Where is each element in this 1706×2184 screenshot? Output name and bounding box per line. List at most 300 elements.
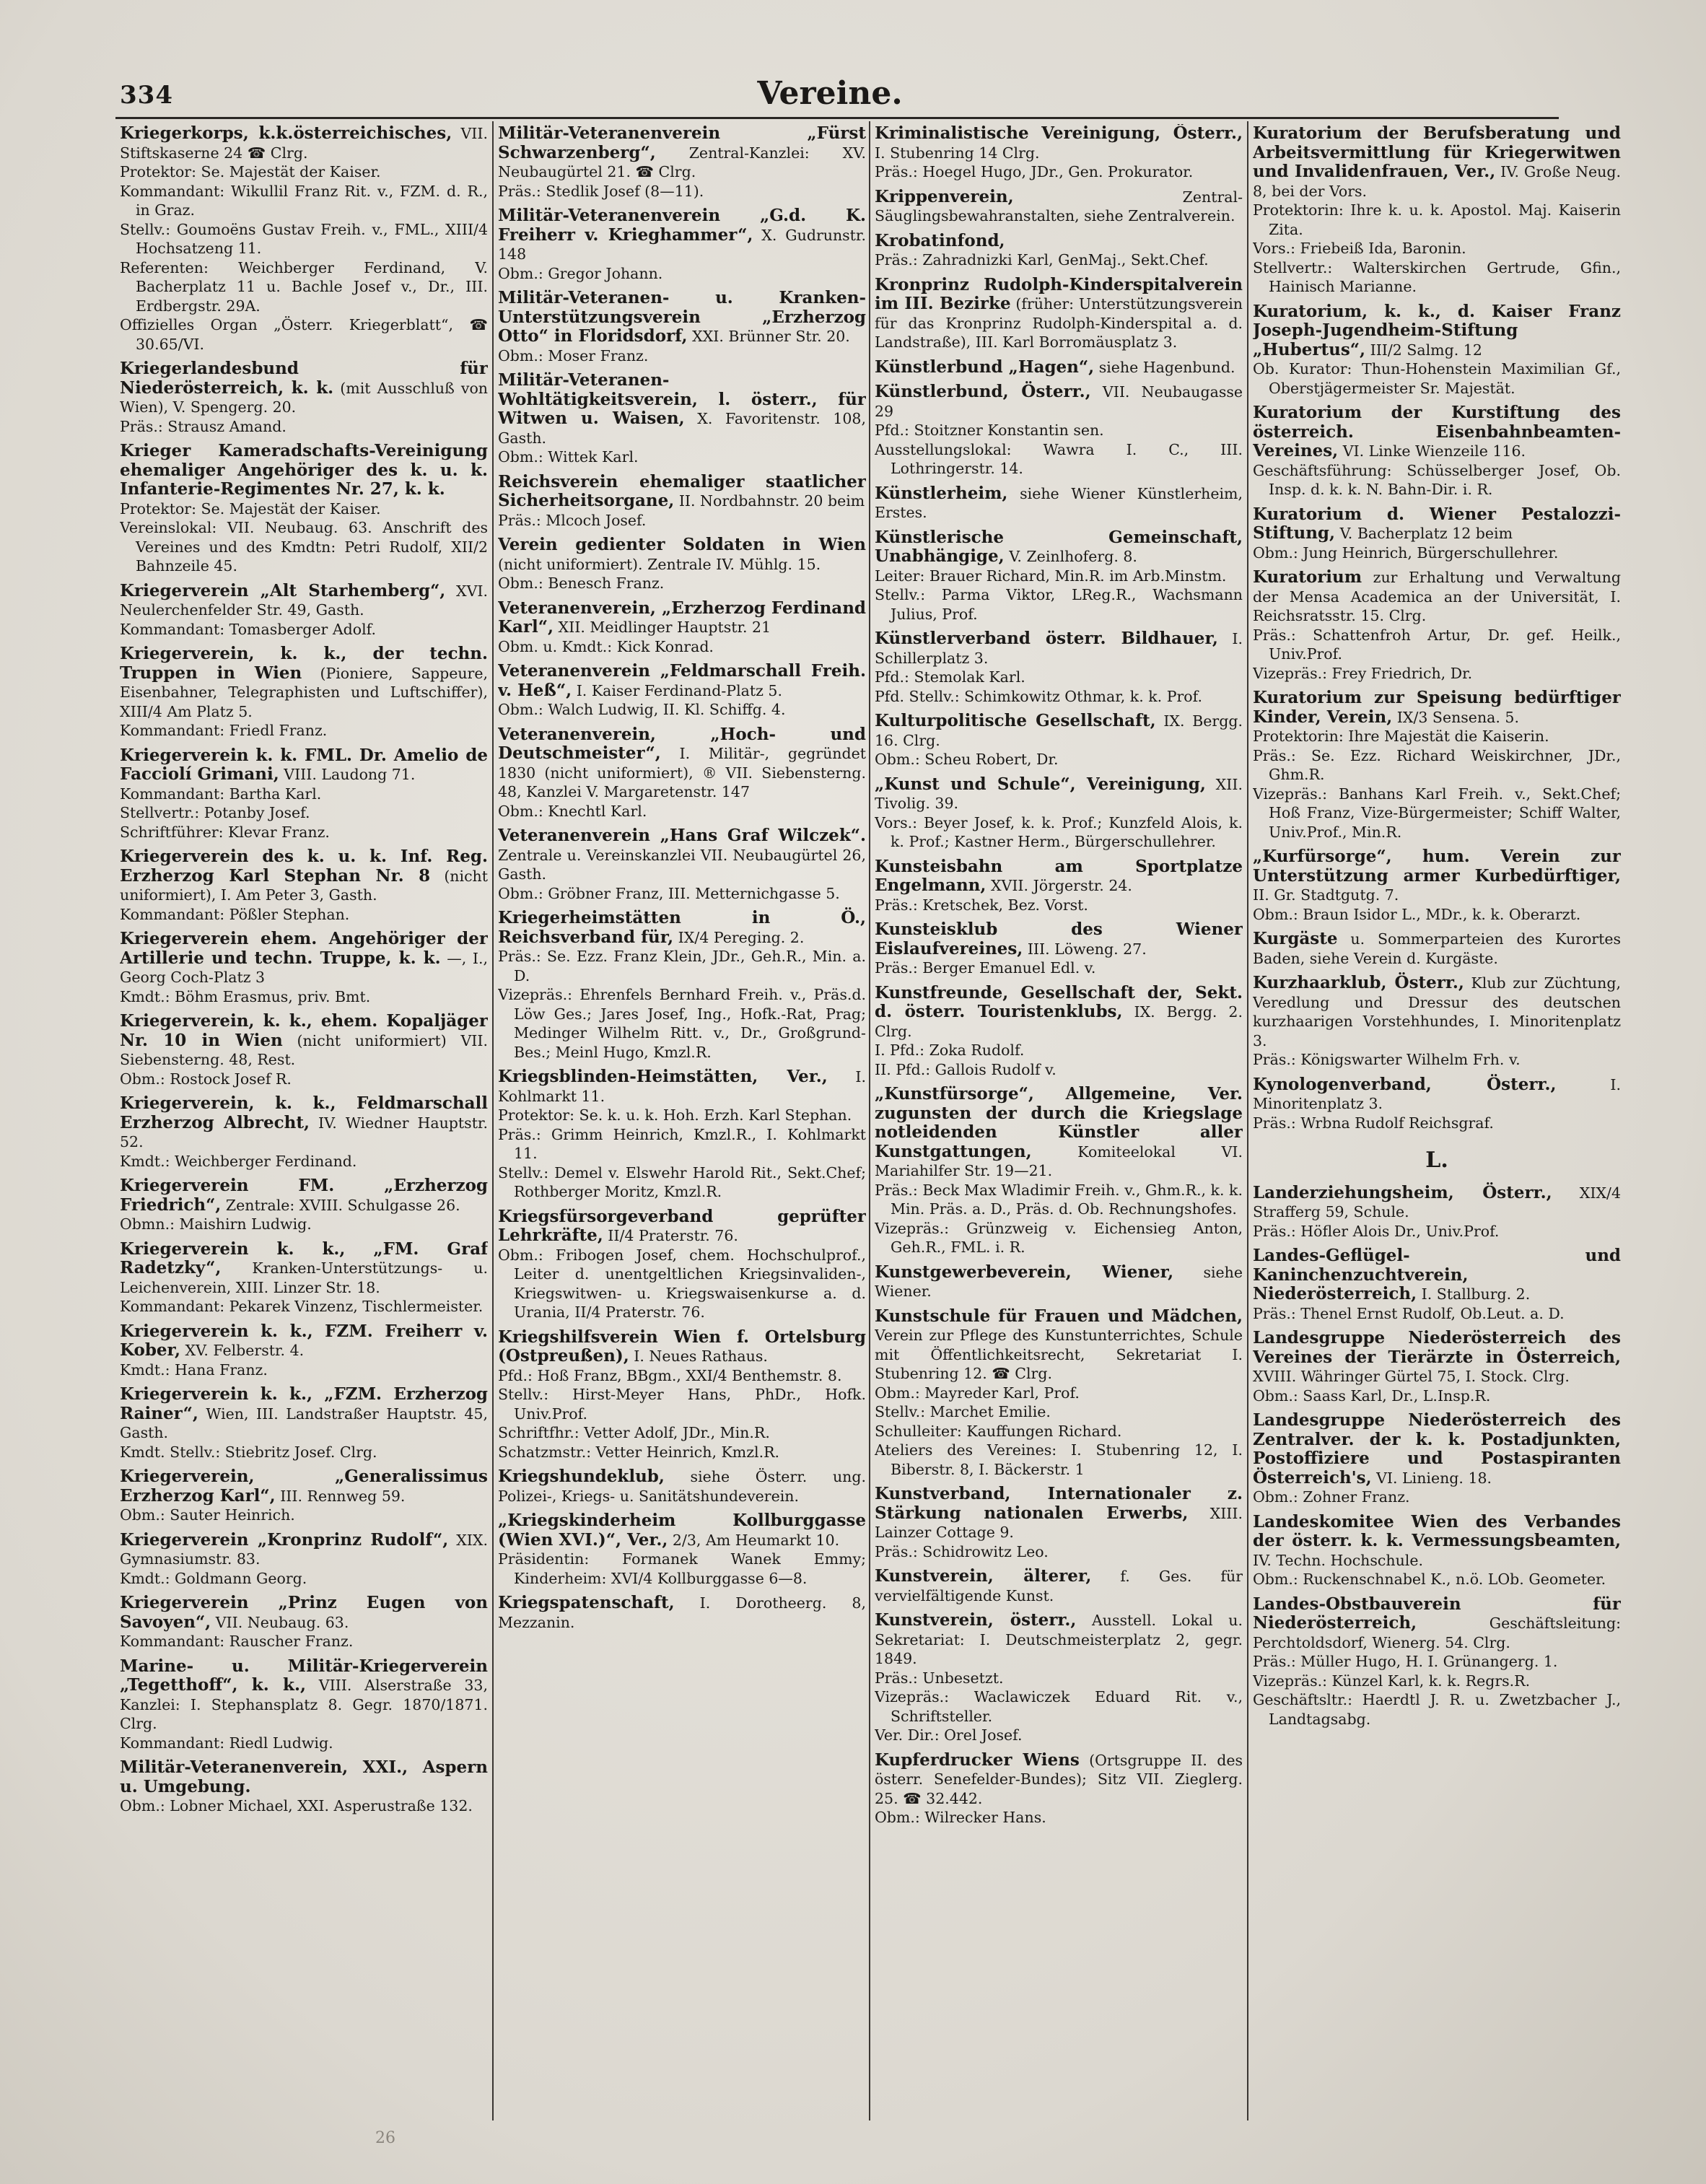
entry-name: Kriegerverein „Alt Starhemberg“, <box>120 580 446 600</box>
entry-name: Kriegerverein k. k., „FZM. Erzherzog Rainer“, <box>120 1384 488 1423</box>
directory-entry <box>1253 302 1621 398</box>
entry-name: Kriegshundeklub, <box>498 1467 665 1486</box>
entry-detail: Stellv.: Hirst-Meyer Hans, PhDr., Hofk. Univ.Prof. <box>498 1386 866 1423</box>
entry-name: Kuratorium <box>1253 567 1362 587</box>
entry-address: II. Nordbahnstr. 20 beim <box>678 492 865 510</box>
entry-name: Kuratorium d. Wiener Pestalozzi-Stiftung, <box>1253 504 1621 543</box>
directory-entry <box>875 1263 1243 1301</box>
entry-detail: Präs.: Grimm Heinrich, Kmzl.R., I. Kohlmarkt 11. <box>498 1125 866 1162</box>
entry-name: Kriegsfürsorgeverband geprüfter Lehrkräfte, <box>498 1206 866 1245</box>
entry-address: Wien, III. Landstraßer Hauptstr. 45, Gasth. <box>120 1405 488 1441</box>
entry-address: IV. Große Neug. 8, bei der Vors. <box>1253 163 1621 200</box>
entry-detail: Kommandant: Pekarek Vinzenz, Tischlermeister. <box>120 1298 484 1315</box>
entry-address: I. Dorotheerg. 8, Mezzanin. <box>498 1594 866 1631</box>
entry-address: X. Favoritenstr. 108, Gasth. <box>498 410 866 447</box>
entry-detail: Obm.: Moser Franz. <box>498 346 649 364</box>
directory-entry <box>498 536 866 593</box>
entry-detail: Obm. u. Kmdt.: Kick Konrad. <box>498 637 714 655</box>
column-divider <box>1247 121 1248 2120</box>
entry-address: IV. Techn. Hochschule. <box>1253 1551 1424 1569</box>
entry-detail: Obm.: Saass Karl, Dr., L.Insp.R. <box>1253 1386 1491 1405</box>
entry-detail: Kommandant: Pößler Stephan. <box>120 905 350 923</box>
entry-name: Kunstverein, österr., <box>875 1610 1077 1630</box>
entry-detail: Obm.: Zohner Franz. <box>1253 1488 1410 1506</box>
entry-name: Kupferdrucker Wiens <box>875 1750 1080 1770</box>
entry-address: f. Ges. für vervielfältigende Kunst. <box>875 1568 1243 1604</box>
entry-detail: Vizepräs.: Frey Friedrich, Dr. <box>1253 664 1473 682</box>
entry-detail: Protektorin: Ihre Majestät die Kaiserin. <box>1253 728 1549 745</box>
directory-entry <box>1253 124 1621 297</box>
entry-detail: Präs.: Wrbna Rudolf Reichsgraf. <box>1253 1114 1494 1132</box>
entry-name: Kriegerverein „Prinz Eugen von Savoyen“, <box>120 1593 488 1632</box>
entry-name: Kunstschule für Frauen und Mädchen, <box>875 1306 1243 1326</box>
entry-name: Veteranenverein „Feldmarschall Freih. v. Heß“, <box>498 661 866 700</box>
entry-address: X. Gudrunstr. 148 <box>498 226 866 263</box>
entry-detail: Obm.: Fribogen Josef, chem. Hochschulprof., Leiter d. unentgeltlichen Kriegsinvaliden-, Kriegswitwen- u. Kriegswaisenkurse a. d. Urania, II/4 Praterstr. 76. <box>498 1246 866 1321</box>
entry-name: „Kriegskinderheim Kollburggasse (Wien XVI.)“, Ver., <box>498 1511 866 1550</box>
entry-detail: Schatzmstr.: Vetter Heinrich, Kmzl.R. <box>498 1443 780 1461</box>
entry-name: Kunsteisklub des Wiener Eislaufvereines, <box>875 920 1243 958</box>
directory-entry <box>120 1385 488 1462</box>
entry-address: I. Kohlmarkt 11. <box>498 1068 866 1105</box>
directory-entry <box>498 124 866 201</box>
entry-name: Kuratorium der Berufsberatung und Arbeitsvermittlung für Kriegerwitwen und Invalidenfrauen, Ver., <box>1253 124 1621 181</box>
entry-detail: Ob. Kurator: Thun-Hohenstein Maximilian Gf., Oberstjägermeister Sr. Majestät. <box>1253 360 1621 397</box>
entry-address: XV. Felberstr. 4. <box>185 1342 305 1359</box>
entry-address: III. Löweng. 27. <box>1027 940 1147 958</box>
column-3 <box>875 124 1243 2131</box>
directory-entry <box>1253 1595 1621 1729</box>
entry-address: siehe Wiener. <box>875 1263 1243 1300</box>
directory-entry <box>875 920 1243 978</box>
entry-detail: Stellv.: Parma Viktor, LReg.R., Wachsmann Julius, Prof. <box>875 586 1243 623</box>
entry-name: Krippenverein, <box>875 186 1014 206</box>
entry-name: Krobatinfond, <box>875 230 1005 250</box>
entry-name: Militär-Veteranen- u. Kranken-Unterstützungsverein „Erzherzog Otto“ in Floridsdorf, <box>498 288 866 346</box>
entry-name: Kriegerverein k. k., „FM. Graf Radetzky“, <box>120 1239 488 1277</box>
entry-detail: Obm.: Rostock Josef R. <box>120 1070 292 1088</box>
entry-detail: Vizepräs.: Ehrenfels Bernhard Freih. v., Präs.d. Löw Ges.; Jares Josef, Ing., Hofk.-Rat, Prag; Medinger Wilhelm Ritt. v., Dr., Großgrund-Bes.; Meinl Hugo, Kmzl.R. <box>498 986 866 1061</box>
directory-entry <box>875 383 1243 479</box>
directory-entry <box>498 1594 866 1632</box>
entry-detail: Präs.: Unbesetzt. <box>875 1669 1004 1687</box>
entry-address: siehe Hagenbund. <box>1098 358 1235 376</box>
entry-address: II. Gr. Stadtgutg. 7. <box>1253 886 1399 904</box>
entry-detail: Vizepräs.: Künzel Karl, k. k. Regrs.R. <box>1253 1672 1531 1690</box>
directory-entry <box>875 528 1243 624</box>
entry-detail: Pfd.: Stemolak Karl. <box>875 668 1025 686</box>
directory-entry <box>875 276 1243 352</box>
entry-detail: Obm.: Sauter Heinrich. <box>120 1506 295 1524</box>
entry-address: VI. Linke Wienzeile 116. <box>1342 442 1526 460</box>
entry-detail: Obm.: Jung Heinrich, Bürgerschullehrer. <box>1253 543 1559 562</box>
entry-name: Kriegerverein, „Generalissimus Erzherzog Karl“, <box>120 1467 488 1506</box>
entry-name: Kulturpolitische Gesellschaft, <box>875 711 1156 730</box>
entry-address: (nicht uniformiert), I. Am Peter 3, Gasth. <box>120 867 488 904</box>
entry-detail: Kmdt.: Böhm Erasmus, priv. Bmt. <box>120 987 371 1005</box>
entry-detail: I. Pfd.: Zoka Rudolf. <box>875 1041 1025 1059</box>
directory-entry <box>1253 1184 1621 1241</box>
entry-detail: Stellvertr.: Potanby Josef. <box>120 804 310 821</box>
entry-detail: Obm.: Wittek Karl. <box>498 448 639 466</box>
entry-address: III/2 Salmg. 12 <box>1370 341 1482 359</box>
directory-entry <box>120 1657 488 1753</box>
entry-detail: Pfd.: Hoß Franz, BBgm., XXI/4 Benthemstr. 8. <box>498 1366 842 1384</box>
entry-name: Verein gedienter Soldaten in Wien <box>498 535 866 554</box>
entry-address: IV. Wiedner Hauptstr. 52. <box>120 1114 488 1150</box>
entry-detail: Präs.: Beck Max Wladimir Freih. v., Ghm.R., k. k. Min. Präs. a. D., Präs. d. Ob. Rechnungshofes. <box>875 1181 1243 1218</box>
entry-detail: Obm.: Braun Isidor L., MDr., k. k. Oberarzt. <box>1253 905 1581 923</box>
directory-entry <box>120 645 488 741</box>
entry-name: Kuratorium zur Speisung bedürftiger Kinder, Verein, <box>1253 688 1621 727</box>
entry-address: u. Sommerparteien des Kurortes Baden, siehe Verein d. Kurgäste. <box>1253 930 1621 967</box>
entry-detail: Pfd. Stellv.: Schimkowitz Othmar, k. k. Prof. <box>875 687 1203 705</box>
entry-name: Kriegerverein k. k., FZM. Freiherr v. Kober, <box>120 1321 488 1360</box>
entry-name: Kunstfreunde, Gesellschaft der, Sekt. d. österr. Touristenklubs, <box>875 982 1243 1021</box>
entry-name: Kurzhaarklub, Österr., <box>1253 973 1464 992</box>
entry-detail: Protektor: Se. k. u. k. Hoh. Erzh. Karl Stephan. <box>498 1106 852 1124</box>
entry-address: (mit Ausschluß von Wien), V. Spengerg. 20. <box>120 379 488 416</box>
entry-name: Kynologenverband, Österr., <box>1253 1074 1557 1094</box>
entry-address: XXI. Brünner Str. 20. <box>692 328 850 345</box>
directory-entry <box>1253 1246 1621 1323</box>
entry-address: XIII. Lainzer Cottage 9. <box>875 1504 1243 1541</box>
entry-detail: Vizepräs.: Waclawiczek Eduard Rit. v., Schriftsteller. <box>875 1688 1243 1725</box>
directory-entry <box>1253 1411 1621 1507</box>
entry-detail: Präs.: Se. Ezz. Richard Weiskirchner, JDr., Ghm.R. <box>1253 746 1621 783</box>
entry-name: Kriegerverein k. k. FML. Dr. Amelio de Facciolí Grimani, <box>120 745 488 784</box>
column-1 <box>120 124 488 2131</box>
entry-address: siehe Wiener Künstlerheim, Erstes. <box>875 484 1243 521</box>
directory-entry <box>875 358 1243 377</box>
directory-entry <box>120 1467 488 1525</box>
column-divider <box>492 121 494 2120</box>
entry-detail: Protektorin: Ihre k. u. k. Apostol. Maj. Kaiserin Zita. <box>1253 201 1621 238</box>
entry-name: Kriegerverein ehem. Angehöriger der Artillerie und techn. Truppe, k. k. <box>120 929 488 968</box>
directory-entry <box>1253 505 1621 563</box>
entry-detail: Obm.: Scheu Robert, Dr. <box>875 751 1059 768</box>
entry-name: Kriegsblinden-Heimstätten, Ver., <box>498 1067 828 1086</box>
entry-address: I. Minoritenplatz 3. <box>1253 1075 1621 1112</box>
entry-name: Veteranenverein, „Erzherzog Ferdinand Karl“, <box>498 598 866 637</box>
directory-entry <box>875 1307 1243 1480</box>
entry-address: IX/4 Pereging. 2. <box>678 928 805 946</box>
directory-entry <box>120 1176 488 1234</box>
directory-entry <box>875 1485 1243 1561</box>
entry-address: Zentral-Säuglingsbewahranstalten, siehe Zentralverein. <box>875 188 1243 224</box>
directory-entry <box>120 930 488 1006</box>
entry-name: Kunstverband, Internationaler z. Stärkung nationalen Erwerbs, <box>875 1484 1243 1523</box>
entry-detail: Obm.: Knechtl Karl. <box>498 802 647 820</box>
entry-name: Kriegerverein, k. k., der techn. Truppen in Wien <box>120 644 488 683</box>
directory-entry <box>120 442 488 576</box>
entry-address: zur Erhaltung und Verwaltung der Mensa Academica an der Universität, I. Reichsratsstr. 15. Clrg. <box>1253 569 1621 624</box>
entry-address: IX. Bergg. 2. Clrg. <box>875 1003 1243 1040</box>
directory-entry <box>120 1322 488 1380</box>
entry-detail: Stellv.: Demel v. Elswehr Harold Rit., Sekt.Chef; Rothberger Moritz, Kmzl.R. <box>498 1163 866 1200</box>
column-divider <box>869 121 870 2120</box>
entry-detail: Präs.: Mlcoch Josef. <box>498 511 647 529</box>
entry-address: I. Stallburg. 2. <box>1421 1285 1531 1303</box>
entry-address: XVII. Jörgerstr. 24. <box>990 877 1132 894</box>
entry-name: Landesgruppe Niederösterreich des Vereines der Tierärzte in Österreich, <box>1253 1328 1621 1367</box>
entry-detail: Protektor: Se. Majestät der Kaiser. <box>120 163 381 180</box>
directory-entry <box>120 1012 488 1088</box>
directory-entry <box>120 847 488 924</box>
directory-entry <box>498 826 866 903</box>
entry-detail: Kommandant: Rauscher Franz. <box>120 1633 354 1650</box>
entry-address: Kranken-Unterstützungs- u. Leichenverein, XIII. Linzer Str. 18. <box>120 1259 488 1296</box>
directory-entry <box>498 1067 866 1202</box>
directory-entry <box>120 746 488 842</box>
entry-name: Marine- u. Militär-Kriegerverein „Tegetthoff“, k. k., <box>120 1656 488 1695</box>
directory-entry <box>1253 689 1621 842</box>
entry-detail: Pfd.: Stoitzner Konstantin sen. <box>875 421 1104 439</box>
entry-detail: Obmn.: Maishirn Ludwig. <box>120 1215 312 1233</box>
entry-address: I. Militär-, gegründet 1830 (nicht uniformiert), ® VII. Siebensterng. 48, Kanzlei V. Margaretenstr. 147 <box>498 745 866 800</box>
entry-detail: Geschäftsführung: Schüsselberger Josef, Ob. Insp. d. k. k. N. Bahn-Dir. i. R. <box>1253 461 1621 498</box>
entry-address: VII. Neubaugasse 29 <box>875 383 1243 420</box>
directory-entry <box>1253 847 1621 924</box>
directory-entry <box>498 662 866 720</box>
directory-entry <box>120 1531 488 1589</box>
directory-entry <box>875 1567 1243 1605</box>
entry-address: VI. Linieng. 18. <box>1376 1469 1492 1487</box>
entry-name: „Kurfürsorge“, hum. Verein zur Unterstützung armer Kurbedürftiger, <box>1253 847 1621 886</box>
entry-address: (Ortsgruppe II. des österr. Senefelder-Bundes); Sitz VII. Zieglerg. 25. ☎ 32.442. <box>875 1751 1243 1807</box>
directory-entry <box>875 857 1243 915</box>
entry-name: Kriegerverein, k. k., ehem. Kopaljäger Nr. 10 in Wien <box>120 1011 488 1050</box>
directory-entry <box>875 984 1243 1080</box>
entry-name: Militär-Veteranen-Wohltätigkeitsverein, l. österr., für Witwen u. Waisen, <box>498 370 866 428</box>
entry-address: IX/3 Sensena. 5. <box>1396 708 1519 726</box>
directory-entry <box>120 359 488 436</box>
entry-detail: II. Pfd.: Gallois Rudolf v. <box>875 1060 1057 1078</box>
directory-entry <box>1253 403 1621 499</box>
directory-entry <box>498 1511 866 1588</box>
entry-name: Kriegerkorps, k.k.österreichisches, <box>120 124 452 143</box>
directory-entry <box>875 1611 1243 1745</box>
entry-detail: Obm.: Gregor Johann. <box>498 264 663 282</box>
entry-detail: Präs.: Schidrowitz Leo. <box>875 1542 1049 1560</box>
directory-entry <box>875 124 1243 182</box>
entry-name: Militär-Veteranenverein, XXI., Aspern u. Umgebung. <box>120 1757 488 1796</box>
entry-name: Reichsverein ehemaliger staatlicher Sicherheitsorgane, <box>498 471 866 510</box>
entry-detail: Kmdt.: Hana Franz. <box>120 1360 268 1379</box>
entry-detail: Schriftfhr.: Vetter Adolf, JDr., Min.R. <box>498 1424 770 1441</box>
entry-detail: Kommandant: Riedl Ludwig. <box>120 1734 333 1752</box>
entry-detail: Präs.: Strausz Amand. <box>120 417 286 435</box>
entry-detail: Vizepräs.: Grünzweig v. Eichensieg Anton, Geh.R., FML. i. R. <box>875 1219 1243 1256</box>
entry-name: Landes-Geflügel- und Kaninchenzuchtverein, Niederösterreich, <box>1253 1246 1621 1303</box>
entry-address: Zentral-Kanzlei: XV. Neubaugürtel 21. ☎ Clrg. <box>498 144 866 180</box>
entry-detail: Präs.: Schattenfroh Artur, Dr. gef. Heilk., Univ.Prof. <box>1253 626 1621 663</box>
entry-name: Künstlerheim, <box>875 483 1008 503</box>
entry-address: Klub zur Züchtung, Veredlung und Dressur des deutschen kurzhaarigen Vorstehhundes, I. Minoritenplatz 3. <box>1253 974 1621 1049</box>
directory-entry <box>875 775 1243 852</box>
directory-entry <box>498 371 866 467</box>
directory-entry <box>120 1594 488 1651</box>
entry-detail: Präs.: Zahradnizki Karl, GenMaj., Sekt.Chef. <box>875 251 1209 268</box>
entry-detail: Präsidentin: Formanek Wanek Emmy; Kinderheim: XVI/4 Kollburggasse 6—8. <box>498 1550 866 1587</box>
entry-address: 2/3, Am Heumarkt 10. <box>672 1531 840 1549</box>
directory-entry <box>120 582 488 639</box>
entry-name: Künstlerbund „Hagen“, <box>875 357 1095 377</box>
directory-entry <box>498 289 866 365</box>
entry-name: Kurgäste <box>1253 929 1338 948</box>
entry-detail: Leiter: Brauer Richard, Min.R. im Arb.Minstm. <box>875 567 1227 585</box>
directory-entry <box>120 1240 488 1316</box>
entry-detail: Vizepräs.: Banhans Karl Freih. v., Sekt.Chef; Hoß Franz, Vize-Bürgermeister; Schiff Walter, Univ.Prof., Min.R. <box>1253 785 1621 841</box>
entry-address: XII. Meidlinger Hauptstr. 21 <box>558 619 771 636</box>
directory-entry <box>498 1328 866 1462</box>
entry-address: VIII. Laudong 71. <box>284 766 416 783</box>
entry-name: Kriegerverein „Kronprinz Rudolf“, <box>120 1529 449 1550</box>
directory-entry <box>498 1467 866 1506</box>
entry-detail: Präs.: Kretschek, Bez. Vorst. <box>875 896 1088 914</box>
entry-name: Kriegerverein FM. „Erzherzog Friedrich“, <box>120 1176 488 1215</box>
entry-address: Zentrale u. Vereinskanzlei VII. Neubaugürtel 26, Gasth. <box>498 846 866 883</box>
entry-address: XII. Tivolig. 39. <box>875 775 1243 812</box>
footer-mark: 26 <box>375 2129 395 2147</box>
entry-name: Kuratorium der Kurstiftung des österreich. Eisenbahnbeamten-Vereines, <box>1253 403 1621 460</box>
entry-address: I. Kaiser Ferdinand-Platz 5. <box>576 681 782 699</box>
directory-entry <box>498 1207 866 1322</box>
directory-entry <box>120 1758 488 1816</box>
entry-detail: Stellv.: Marchet Emilie. <box>875 1403 1051 1420</box>
entry-address: V. Zeinlhoferg. 8. <box>1009 548 1137 565</box>
directory-entry <box>875 629 1243 706</box>
entry-name: „Kunst und Schule“, Vereinigung, <box>875 774 1206 794</box>
entry-detail: Obm.: Ruckenschnabel K., n.ö. LOb. Geometer. <box>1253 1571 1606 1588</box>
directory-entry <box>875 484 1243 523</box>
entry-detail: Obm.: Lobner Michael, XXI. Asperustraße 132. <box>120 1797 473 1814</box>
running-head: Vereine. <box>757 75 903 112</box>
entry-detail: Kommandant: Tomasberger Adolf. <box>120 620 377 638</box>
entry-detail: Obm.: Walch Ludwig, II. Kl. Schiffg. 4. <box>498 701 786 718</box>
entry-name: Landerziehungsheim, Österr., <box>1253 1182 1552 1202</box>
directory-entry <box>498 206 866 283</box>
entry-address: XVIII. Währinger Gürtel 75, I. Stock. Clrg. <box>1253 1368 1570 1385</box>
entry-name: Kriegerlandesbund für Niederösterreich, k. k. <box>120 359 488 398</box>
entry-name: Veteranenverein „Hans Graf Wilczek“. <box>498 826 866 845</box>
entry-address: XIX. Gymnasiumstr. 83. <box>120 1531 488 1568</box>
entry-address: siehe Österr. ung. Polizei-, Kriegs- u. Sanitätshundeverein. <box>498 1468 866 1505</box>
entry-name: Kriegerverein des k. u. k. Inf. Reg. Erzherzog Karl Stephan Nr. 8 <box>120 847 488 886</box>
entry-detail: Vors.: Friebeiß Ida, Baronin. <box>1253 240 1466 257</box>
entry-name: „Kunstfürsorge“, Allgemeine, Ver. zugunsten der durch die Kriegslage notleidenden Künstler aller Kunstgattungen, <box>875 1084 1243 1161</box>
entry-address: Zentrale: XVIII. Schulgasse 26. <box>225 1196 460 1214</box>
entry-address: IX. Bergg. 16. Clrg. <box>875 712 1243 749</box>
entry-name: Kriminalistische Vereinigung, Österr., <box>875 124 1243 143</box>
entry-address: (nicht uniformiert). Zentrale IV. Mühlg. 15. <box>498 555 821 573</box>
entry-detail: Präs.: Thenel Ernst Rudolf, Ob.Leut. a. D. <box>1253 1304 1565 1322</box>
entry-detail: Präs.: Königswarter Wilhelm Frh. v. <box>1253 1051 1521 1068</box>
entry-detail: Vors.: Beyer Josef, k. k. Prof.; Kunzfeld Alois, k. k. Prof.; Kastner Herm., Bürgerschullehrer. <box>875 813 1243 850</box>
entry-name: Militär-Veteranenverein „G.d. K. Freiherr v. Krieghammer“, <box>498 206 866 245</box>
entry-address: V. Bacherplatz 12 beim <box>1339 525 1513 542</box>
entry-detail: Kmdt.: Weichberger Ferdinand. <box>120 1152 357 1170</box>
entry-address: XVI. Neulerchenfelder Str. 49, Gasth. <box>120 582 488 619</box>
entry-name: Militär-Veteranenverein „Fürst Schwarzenberg“, <box>498 124 866 162</box>
entry-detail: Schulleiter: Kauffungen Richard. <box>875 1422 1122 1440</box>
entry-name: Kronprinz Rudolph-Kinderspitalverein im III. Bezirke <box>875 274 1243 313</box>
directory-entry <box>875 188 1243 226</box>
directory-entry <box>120 124 488 354</box>
entry-detail: Präs.: Hoegel Hugo, JDr., Gen. Prokurator. <box>875 163 1194 180</box>
entry-name: Kriegspatenschaft, <box>498 1593 675 1612</box>
entry-name: Landesgruppe Niederösterreich des Zentralver. der k. k. Postadjunkten, Postoffiziere und Postaspiranten Österreich's, <box>1253 1410 1621 1488</box>
entry-detail: Ver. Dir.: Orel Josef. <box>875 1726 1023 1744</box>
directory-entry <box>1253 930 1621 968</box>
entry-name: Künstlerverband österr. Bildhauer, <box>875 629 1218 648</box>
directory-entry <box>498 725 866 821</box>
directory-entry <box>120 1094 488 1171</box>
entry-address: Komiteelokal VI. Mariahilfer Str. 19—21. <box>875 1143 1243 1179</box>
entry-detail: Schriftführer: Klevar Franz. <box>120 823 330 841</box>
directory-entry <box>498 909 866 1062</box>
entry-name: Krieger Kameradschafts-Vereinigung ehemaliger Angehöriger des k. u. k. Infanterie-Regimentes Nr. 27, k. k. <box>120 441 488 499</box>
entry-detail: Kmdt.: Goldmann Georg. <box>120 1569 307 1587</box>
entry-address: —, I., Georg Coch-Platz 3 <box>120 949 488 986</box>
entry-detail: Kommandant: Bartha Karl. <box>120 785 322 803</box>
entry-name: Veteranenverein, „Hoch- und Deutschmeister“, <box>498 724 866 763</box>
column-2 <box>498 124 866 2131</box>
entry-address: I. Neues Rathaus. <box>634 1347 768 1365</box>
entry-detail: Stellv.: Goumoëns Gustav Freih. v., FML., XIII/4 Hochsatzeng 11. <box>120 220 488 257</box>
entry-detail: Präs.: Se. Ezz. Franz Klein, JDr., Geh.R., Min. a. D. <box>498 948 866 984</box>
entry-address: VII. Neubaug. 63. <box>215 1613 349 1631</box>
directory-entry <box>875 1751 1243 1827</box>
directory-entry <box>1253 1075 1621 1133</box>
entry-detail: Obm.: Mayreder Karl, Prof. <box>875 1384 1080 1402</box>
entry-name: Landeskomitee Wien des Verbandes der österr. k. k. Vermessungsbeamten, <box>1253 1511 1621 1550</box>
entry-name: Künstlerische Gemeinschaft, Unabhängige, <box>875 527 1243 566</box>
entry-detail: Präs.: Höfler Alois Dr., Univ.Prof. <box>1253 1222 1500 1240</box>
entry-name: Kriegerverein, k. k., Feldmarschall Erzherzog Albrecht, <box>120 1093 488 1132</box>
entry-detail: Kommandant: Wikullil Franz Rit. v., FZM. d. R., in Graz. <box>120 182 488 219</box>
entry-address: (Pioniere, Sappeure, Eisenbahner, Telegraphisten und Luftschiffer), XIII/4 Am Platz 5. <box>120 664 488 720</box>
directory-entry <box>498 599 866 657</box>
entry-detail: Präs.: Müller Hugo, H. I. Grünangerg. 1. <box>1253 1653 1558 1670</box>
entry-detail: Protektor: Se. Majestät der Kaiser. <box>120 499 381 517</box>
page-number: 334 <box>120 81 173 110</box>
entry-address: III. Rennweg 59. <box>280 1487 406 1505</box>
entry-detail: Ausstellungslokal: Wawra I. C., III. Lothringerstr. 14. <box>875 440 1243 477</box>
entry-detail: Offizielles Organ „Österr. Kriegerblatt“, ☎ 30.65/VI. <box>120 316 488 353</box>
entry-name: Kunsteisbahn am Sportplatze Engelmann, <box>875 856 1243 895</box>
entry-address: XIX/4 Strafferg 59, Schule. <box>1253 1184 1621 1220</box>
entry-detail: Vereinslokal: VII. Neubaug. 63. Anschrift des Vereines und des Kmdtn: Petri Rudolf, XII/2 Bahnzeile 45. <box>120 519 488 575</box>
entry-name: Landes-Obstbauverein für Niederösterreich, <box>1253 1594 1621 1633</box>
directory-entry <box>1253 1513 1621 1589</box>
directory-entry <box>498 473 866 530</box>
entry-detail: Ateliers des Vereines: I. Stubenring 12, I. Biberstr. 8, I. Bäckerstr. 1 <box>875 1441 1243 1478</box>
directory-entry <box>1253 974 1621 1070</box>
entry-detail: Kommandant: Friedl Franz. <box>120 722 328 739</box>
entry-address: I. Schillerplatz 3. <box>875 630 1243 667</box>
entry-name: Kunstgewerbeverein, Wiener, <box>875 1262 1174 1282</box>
entry-detail: Obm.: Benesch Franz. <box>498 575 665 592</box>
entry-address: VII. Stiftskaserne 24 ☎ Clrg. <box>120 125 488 162</box>
directory-entry <box>875 712 1243 769</box>
entry-address: (nicht uniformiert) VII. Siebensterng. 48, Rest. <box>120 1031 488 1068</box>
entry-address: VIII. Alserstraße 33, Kanzlei: I. Stephansplatz 8. Gegr. 1870/1871. Clrg. <box>120 1677 488 1732</box>
entry-address: Ausstell. Lokal u. Sekretariat: I. Deutschmeisterplatz 2, gegr. 1849. <box>875 1612 1243 1667</box>
entry-detail: Geschäftsltr.: Haerdtl J. R. u. Zwetzbacher J., Landtagsabg. <box>1253 1691 1621 1728</box>
entry-address: (früher: Unterstützungsverein für das Kronprinz Rudolph-Kinderspital a. d. Landstraße), III. Karl Borromäusplatz 3. <box>875 295 1243 351</box>
entry-detail: Kmdt. Stellv.: Stiebritz Josef. Clrg. <box>120 1443 377 1461</box>
